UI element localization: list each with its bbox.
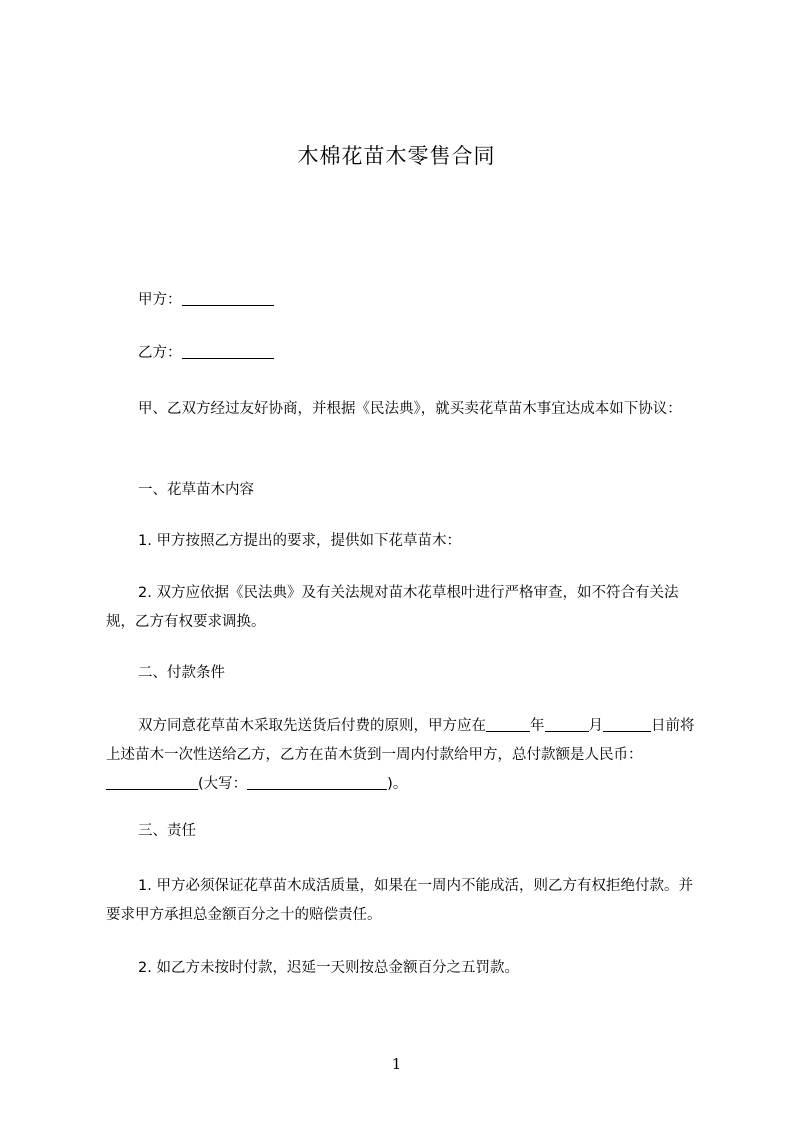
party-a-line — [106, 286, 702, 315]
year-blank — [486, 717, 530, 732]
section1-heading-line — [106, 476, 702, 505]
day-blank-b — [633, 717, 651, 732]
page-number: 1 — [391, 1055, 402, 1073]
section2-heading-line — [106, 659, 702, 688]
party-b-blank — [182, 344, 274, 359]
clause3-1-text: 1. 甲方必须保证花草苗木成活质量，如果在一周内不能成活，则乙方有权拒绝付款。并要求甲方承担总金额百分之十的赔偿责任。 — [106, 878, 693, 923]
payment-text-1: 双方同意花草苗木采取先送货后付费的原则，甲方应在 — [138, 718, 486, 734]
party-a-blank — [182, 291, 274, 306]
day-blank-a — [603, 717, 633, 732]
capital-close: )。 — [387, 776, 408, 792]
clause1-2-paragraph — [106, 579, 702, 637]
section2-heading: 二、付款条件 — [138, 665, 225, 681]
intro-paragraph — [106, 395, 702, 424]
party-b-line — [106, 339, 702, 368]
clause1-1-text: 1. 甲方按照乙方提出的要求，提供如下花草苗木： — [138, 533, 461, 549]
year-label: 年 — [530, 718, 545, 734]
section3-heading-line — [106, 817, 702, 846]
clause1-2-text: 2. 双方应依据《民法典》及有关法规对苗木花草根叶进行严格审查，如不符合有关法规，乙方有权要求调换。 — [106, 585, 679, 630]
amount-blank — [106, 775, 198, 790]
document-title: 木棉花苗木零售合同 — [297, 144, 496, 168]
payment-paragraph — [106, 712, 702, 799]
payment-text-2: 日前将上述苗木一次性送给乙方，乙方在苗木货到一周内付款给甲方，总付款额是人民币： — [106, 718, 695, 763]
party-b-label: 乙方： — [138, 345, 182, 361]
clause3-2-text: 2. 如乙方未按时付款，迟延一天则按总金额百分之五罚款。 — [138, 960, 519, 976]
month-label: 月 — [588, 718, 603, 734]
capital-open: (大写： — [198, 776, 248, 792]
intro-text: 甲、乙双方经过友好协商，并根据《民法典》，就买卖花草苗木事宜达成本如下协议： — [138, 401, 682, 417]
clause3-1-paragraph — [106, 872, 702, 930]
clause1-1-line — [106, 527, 702, 556]
section3-heading: 三、责任 — [138, 823, 196, 839]
clause3-2-line — [106, 954, 702, 983]
party-a-label: 甲方： — [138, 292, 182, 308]
capital-amount-blank — [247, 775, 387, 790]
month-blank — [545, 717, 589, 732]
section1-heading: 一、花草苗木内容 — [138, 482, 254, 498]
